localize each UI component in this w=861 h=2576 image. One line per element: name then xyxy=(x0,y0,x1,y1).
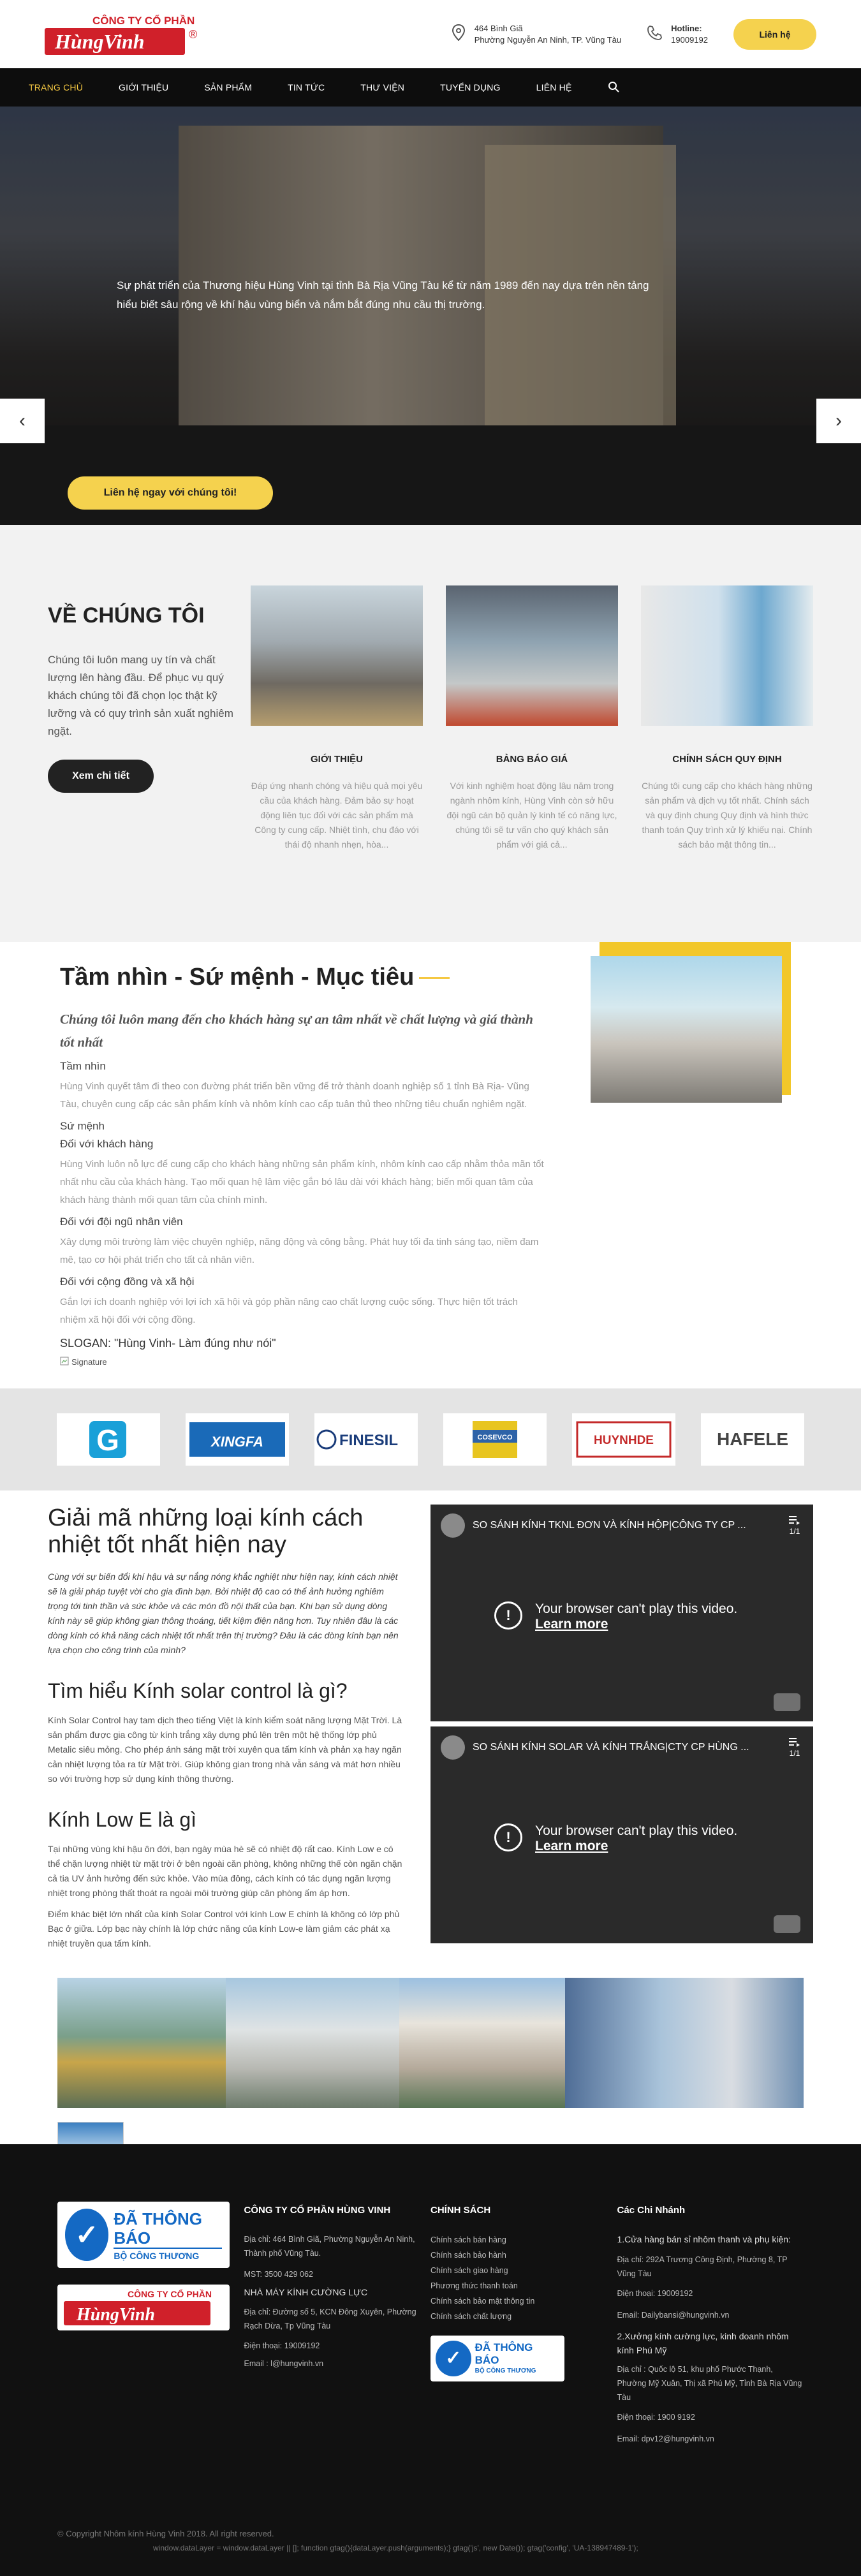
script-text: window.dataLayer = window.dataLayer || []; function gtag(){dataLayer.push(arguments);} gtag('js', new Date()); gtag('config', 'UA-138947489-1'); xyxy=(153,2543,638,2552)
hero-contact-button[interactable]: Liên hệ ngay với chúng tôi! xyxy=(68,476,273,510)
site-footer xyxy=(0,2144,861,2576)
about-title: VỀ CHÚNG TÔI xyxy=(48,603,205,628)
lowe-text-2: Điểm khác biệt lớn nhất của kính Solar Control với kính Low E chính là không có lớp phủ Bạc ở giữa. Lớp bạc này chính là lớp chức năng của kính Low-e làm giảm các phát xạ nhiệt truyền qua tấm kính. xyxy=(48,1909,400,1948)
gallery-strip xyxy=(57,1964,804,2108)
broken-image-icon xyxy=(60,1357,69,1367)
card-title: BẢNG BÁO GIÁ xyxy=(496,754,568,765)
phone-icon xyxy=(647,25,662,43)
learn-more-link[interactable]: Learn more xyxy=(535,1617,608,1631)
logo-company-line: CÔNG TY CỔ PHẦN xyxy=(92,14,195,27)
glass-article-section xyxy=(0,1490,861,2155)
card-image xyxy=(446,585,618,726)
gallery-image-1[interactable] xyxy=(57,1978,226,2108)
check-icon: ✓ xyxy=(436,2341,471,2376)
card-policy[interactable] xyxy=(641,585,813,852)
card-text: Đáp ứng nhanh chóng và hiệu quả mọi yêu cầu của khách hàng. Đảm bảo sự hoạt động liên tục đối với các sản phẩm mà Công ty cung cấp. Nhiệt tình, chu đáo với thái độ nhanh nhẹn, hòa... xyxy=(251,781,423,850)
nav-item-careers[interactable]: TUYỂN DỤNG xyxy=(440,82,501,92)
youtube-icon[interactable] xyxy=(774,1915,800,1933)
playlist-icon[interactable]: 1/1 xyxy=(789,1516,800,1536)
customer-text: Hùng Vinh luôn nỗ lực để cung cấp cho khách hàng những sản phẩm kính, nhôm kính cao cấp nhằm thỏa mãn tốt nhất nhu cầu của khách hàng. Tạo mối quan hệ lâm việc gắn bó lâu dài với khách hàng; biến mối quan tâm của khách hàng thành mối quan tâm của chính mình. xyxy=(60,1159,544,1205)
policy-link[interactable]: Chính sách bán hàng xyxy=(430,2235,506,2244)
header-hotline xyxy=(647,23,708,46)
community-text: Gắn lợi ích doanh nghiệp với lợi ích xã hội và góp phần nâng cao chất lượng cuộc sống. Thực hiện tốt trách nhiệm xã hội đối với cộng đồng. xyxy=(60,1297,518,1325)
hotline-number[interactable]: 19009192 xyxy=(671,34,708,45)
card-price-list[interactable] xyxy=(446,585,618,852)
mission-label: Sứ mệnh xyxy=(60,1120,105,1132)
staff-label: Đối với đội ngũ nhân viên xyxy=(60,1216,183,1228)
site-header xyxy=(0,0,861,68)
gallery-image-2[interactable] xyxy=(226,1978,399,2108)
staff-text: Xây dựng môi trường làm việc chuyên nghiệp, năng động và công bằng. Phát huy tối đa tinh sáng tạo, niềm đam mê, tạo cơ hội phát triển cho tất cả nhân viên. xyxy=(60,1237,539,1265)
video-title[interactable]: SO SÁNH KÍNH SOLAR VÀ KÍNH TRẮNG|CTY CP HÙNG ... xyxy=(473,1742,749,1753)
brand-logo-cosevco[interactable] xyxy=(443,1413,547,1466)
brand-partners xyxy=(0,1388,861,1490)
address-line-2: Phường Nguyễn An Ninh, TP. Vũng Tàu xyxy=(474,34,622,45)
card-text: Chúng tôi cung cấp cho khách hàng những sản phẩm và dịch vụ tốt nhất. Chính sách và quy định chung Quy định và hình thức thanh toán Quy trình xử lý khiếu nại. Chính sách bảo mật thông tin... xyxy=(642,781,813,850)
contact-button[interactable]: Liên hệ xyxy=(733,19,816,50)
svg-text:HUYNHDE: HUYNHDE xyxy=(594,1434,654,1447)
card-image xyxy=(641,585,813,726)
footer-bottom xyxy=(57,2527,638,2555)
footer-policy-column: CHÍNH SÁCH Chính sách bán hàng Chính sách bảo hành Chính sách giao hàng Phương thức thanh toán Chính sách bảo mật thông tin Chính sách chất lượng ✓ ĐÃ THÔNG BÁO BỘ CÔNG THƯƠNG xyxy=(430,2202,617,2448)
customer-label: Đối với khách hàng xyxy=(60,1138,154,1150)
check-icon: ✓ xyxy=(65,2209,108,2261)
alert-icon: ! xyxy=(494,1601,522,1630)
about-detail-button[interactable]: Xem chi tiết xyxy=(48,760,154,793)
gallery-image-4[interactable] xyxy=(565,1978,804,2108)
copyright: © Copyright Nhôm kính Hùng Vinh 2018. All right reserved. xyxy=(57,2529,274,2538)
vision-text: Hùng Vinh quyết tâm đi theo con đường phát triển bền vững để trở thành doanh nghiệp số 1 tỉnh Bà Rịa- Vũng Tàu, chuyên cung cấp các sản phẩm kính và nhôm kính cao cấp tuân thủ theo những tiêu chuẩn nghiêm ngặt. xyxy=(60,1081,529,1110)
hero-slider xyxy=(0,107,861,525)
video-player-1[interactable] xyxy=(430,1505,813,1721)
article-title: Giải mã những loại kính cách nhiệt tốt nhất hiện nay xyxy=(48,1505,364,1558)
hero-text: Sự phát triển của Thương hiệu Hùng Vinh tại tỉnh Bà Rịa Vũng Tàu kể từ năm 1989 đến nay dựa trên nền tảng hiểu biết sâu rộng về khí hậu vùng biển và nắm bắt đúng nhu cầu thị trường. xyxy=(117,279,649,311)
footer-branches-column: Các Chi Nhánh 1.Cửa hàng bán sỉ nhôm thanh và phụ kiện: Địa chỉ: 292A Trương Công Định, Phường 8, TP Vũng Tàu Điện thoại: 19009192 Email: Dailybansi@hungvinh.vn 2.Xưởng kính cường lực, kinh doanh nhôm kính Phú Mỹ Địa chỉ : Quốc lộ 51, khu phố Phước Thạnh, Phường Mỹ Xuân, Thị xã Phú Mỹ, Tỉnh Bà Rịa Vũng Tàu Điện thoại: 1900 9192 Email: dpv12@hungvinh.vn xyxy=(617,2205,802,2443)
site-logo[interactable] xyxy=(45,10,214,59)
youtube-icon[interactable] xyxy=(774,1693,800,1711)
channel-avatar xyxy=(441,1735,465,1760)
policy-link[interactable]: Chính sách bảo hành xyxy=(430,2251,506,2260)
vision-image xyxy=(591,942,801,1108)
video-error-message: Your browser can't play this video. xyxy=(535,1823,738,1838)
video-title[interactable]: SO SÁNH KÍNH TKNL ĐƠN VÀ KÍNH HỘP|CÔNG TY CP ... xyxy=(473,1520,746,1531)
brand-logo-finesil[interactable] xyxy=(314,1413,418,1466)
community-label: Đối với cộng đồng và xã hội xyxy=(60,1276,195,1288)
gallery-image-3[interactable] xyxy=(399,1978,565,2108)
footer-company-column: CÔNG TY CỔ PHẦN HÙNG VINH Địa chỉ: 464 Bình Giã, Phường Nguyễn An Ninh, Thành phố Vũng Tàu. MST: 3500 429 062 NHÀ MÁY KÍNH CƯỜNG LỰC Địa chỉ: Đường số 5, KCN Đông Xuyên, Phường Rạch Dừa, Tp Vũng Tàu Điện thoại: 19009192 Email : l@hungvinh.vn xyxy=(244,2205,416,2368)
video-player-2[interactable] xyxy=(430,1726,813,1943)
slogan: SLOGAN: "Hùng Vinh- Làm đúng như nói" xyxy=(60,1337,276,1350)
search-icon[interactable] xyxy=(608,81,619,94)
policy-link[interactable]: Phương thức thanh toán xyxy=(430,2281,518,2290)
svg-text:FINESIL: FINESIL xyxy=(339,1432,399,1449)
svg-text:CÔNG TY CỔ PHẦN: CÔNG TY CỔ PHẦN xyxy=(128,2289,212,2299)
vision-lead: Chúng tôi luôn mang đến cho khách hàng sự an tâm nhất về chất lượng và giá thành tốt nhất xyxy=(60,1012,533,1050)
about-text: Chúng tôi luôn mang uy tín và chất lượng lên hàng đầu. Để phục vụ quý khách chúng tôi đã chọn lọc thật kỹ lưỡng và có quy trình sản xuất nghiêm ngặt. xyxy=(48,654,233,737)
footer-logo[interactable] xyxy=(57,2285,230,2330)
card-title: CHÍNH SÁCH QUY ĐỊNH xyxy=(672,754,782,765)
policy-link[interactable]: Chính sách bảo mật thông tin xyxy=(430,2297,535,2306)
card-introduction[interactable] xyxy=(251,585,423,852)
policy-link[interactable]: Chính sách giao hàng xyxy=(430,2266,508,2275)
lowe-text-1: Tại những vùng khí hậu ôn đới, bạn ngày mùa hè sẽ có nhiệt độ rất cao. Kính Low e có thể chặn lượng nhiệt từ mặt trời ở bên ngoài căn phòng, không những thế còn ngăn chặn cả tia UV ảnh hưởng đến sức khỏe. Vào mùa đông, cách kính có tác dụng ngăn lượng nhiệt trong phòng thất thoát ra ngoài môi trường giúp căn phòng ấm áp hơn. xyxy=(48,1844,402,1898)
brand-logo-xingfa[interactable] xyxy=(186,1413,289,1466)
article-intro: Cùng với sự biến đổi khí hậu và sự nắng nóng khắc nghiệt như hiện nay, kính cách nhiệt sẽ là giải pháp tuyệt vời cho gia đình bạn. Bởi nhiệt độ cao có thể ảnh hưởng nghiêm trọng tới tinh thần và sức khỏe và các món đồ nội thất của bạn. Khi bạn sử dụng dòng kính này sẽ giúp không gian thông thoáng, tiết kiệm điện năng hơn. Tuy nhiên đâu là các dòng kính có khả năng cách nhiệt tốt nhất trên thị trường? Đâu là các dòng kính bạn nên lựa chọn cho công trình của mình? xyxy=(48,1571,399,1655)
svg-text:HùngVinh: HùngVinh xyxy=(77,2305,155,2325)
channel-avatar xyxy=(441,1513,465,1538)
solar-text: Kính Solar Control hay tam dịch theo tiếng Việt là kính kiểm soát năng lượng Mặt Trời. Là sản phẩm được gia công từ kính trắng xây dựng phủ lên trên một hệ thống lớp phủ Metalic siêu mỏng. Cho phép ánh sáng mặt trời xuyên qua tấm kính và phản xạ hay ngăn cản nhiệt lượng tỏa ra từ Mặt trời. Giúp không gian trong nhà vẫn sáng và mát hơn nhiều so với trường hợp sử dụng kính thông thường. xyxy=(48,1715,402,1784)
playlist-icon[interactable]: 1/1 xyxy=(789,1738,800,1758)
about-section xyxy=(0,525,861,942)
vision-label: Tầm nhìn xyxy=(60,1060,106,1072)
map-pin-icon xyxy=(452,24,466,44)
nav-item-news[interactable]: TIN TỨC xyxy=(288,82,325,92)
nav-item-contact[interactable]: LIÊN HỆ xyxy=(536,82,572,92)
nav-item-about[interactable]: GIỚI THIỆU xyxy=(119,82,169,92)
ministry-badge[interactable]: ✓ ĐÃ THÔNG BÁO BỘ CÔNG THƯƠNG xyxy=(57,2202,230,2268)
slider-prev-arrow-icon[interactable]: ‹ xyxy=(0,399,45,443)
solar-heading: Tìm hiểu Kính solar control là gì? xyxy=(48,1679,348,1702)
brand-logo-hafele[interactable] xyxy=(701,1413,804,1466)
nav-item-home[interactable]: TRANG CHỦ xyxy=(29,82,84,92)
svg-text:HAFELE: HAFELE xyxy=(717,1429,788,1449)
logo-brand: HùngVinh xyxy=(55,29,145,53)
card-text: Với kinh nghiệm hoạt động lâu năm trong ngành nhôm kính, Hùng Vinh còn sở hữu đội ngũ cán bộ quản lý kinh tế có năng lực, chúng tôi sẽ tư vấn cho quý khách sản phẩm với giá cả... xyxy=(446,781,617,850)
svg-text:G: G xyxy=(96,1424,119,1457)
card-image xyxy=(251,585,423,726)
svg-text:XINGFA: XINGFA xyxy=(211,1434,263,1450)
ministry-badge-small[interactable]: ✓ ĐÃ THÔNG BÁO BỘ CÔNG THƯƠNG xyxy=(430,2336,564,2381)
alert-icon: ! xyxy=(494,1823,522,1851)
main-nav xyxy=(0,68,861,107)
signature-image: Signature xyxy=(60,1357,545,1367)
address-line-1: 464 Bình Giã xyxy=(474,23,523,33)
hotline-label: Hotline: xyxy=(671,23,702,33)
nav-item-products[interactable]: SẢN PHẨM xyxy=(204,82,253,92)
vision-title: Tầm nhìn - Sứ mệnh - Mục tiêu xyxy=(60,964,545,991)
learn-more-link[interactable]: Learn more xyxy=(535,1839,608,1853)
video-error-message: Your browser can't play this video. xyxy=(535,1601,738,1616)
brand-logo-huynhde[interactable] xyxy=(572,1413,675,1466)
lowe-heading: Kính Low E là gì xyxy=(48,1808,197,1831)
vision-section xyxy=(0,942,861,1388)
logo-reg: ® xyxy=(189,27,198,41)
card-title: GIỚI THIỆU xyxy=(311,754,363,765)
svg-text:COSEVCO: COSEVCO xyxy=(477,1434,513,1441)
brand-logo-g[interactable] xyxy=(57,1413,160,1466)
nav-item-library[interactable]: THƯ VIỆN xyxy=(360,82,405,92)
header-address xyxy=(452,23,621,46)
slider-next-arrow-icon[interactable]: › xyxy=(816,399,861,443)
policy-link[interactable]: Chính sách chất lượng xyxy=(430,2312,512,2321)
